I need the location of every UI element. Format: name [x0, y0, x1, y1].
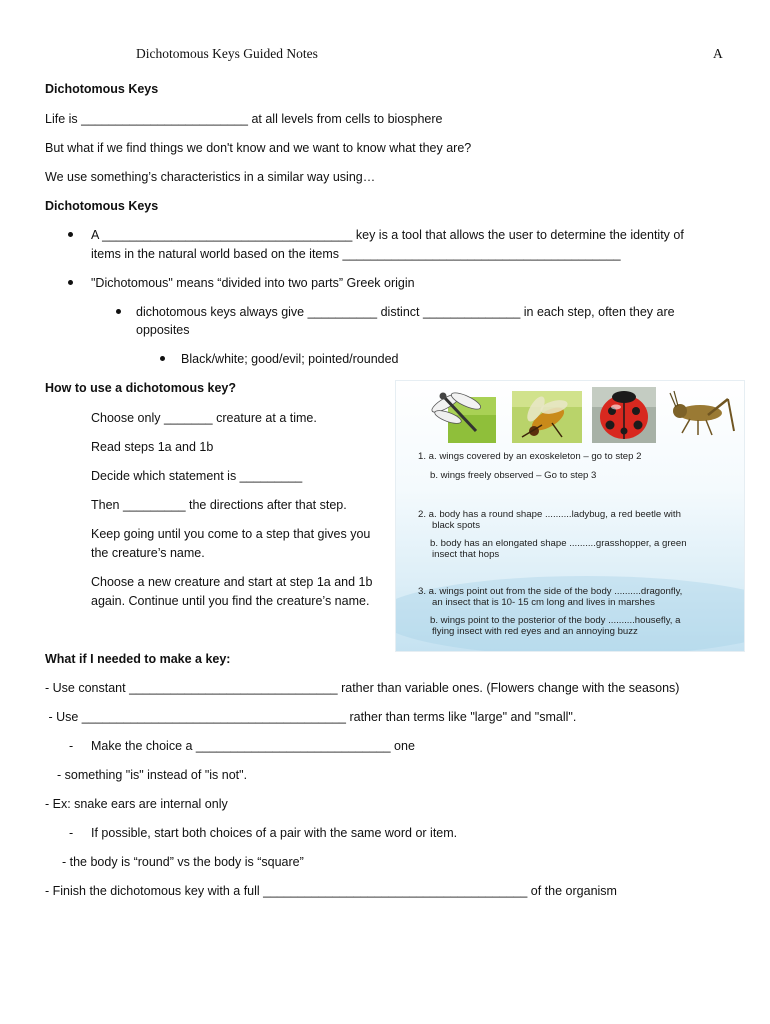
text-line: Make the choice a ____________________________ one — [91, 739, 415, 753]
dragonfly-icon — [426, 387, 496, 443]
grasshopper-icon — [668, 387, 738, 443]
key-line: b. wings point to the posterior of the body ..........housefly, a — [430, 615, 681, 626]
step-text: Decide which statement is _________ — [91, 469, 303, 483]
housefly-icon — [512, 387, 582, 443]
text-line: - something "is" instead of "is not". — [57, 768, 248, 782]
section-heading: Dichotomous Keys — [45, 199, 159, 213]
step-text: Read steps 1a and 1b — [91, 440, 214, 454]
step-text: Keep going until you come to a step that gives you — [91, 527, 371, 541]
text-line: We use something’s characteristics in a similar way using… — [45, 170, 376, 184]
document-title: Dichotomous Keys Guided Notes — [136, 46, 318, 61]
bullet-icon — [160, 356, 165, 361]
bullet-text: A ____________________________________ key is a tool that allows the user to determine the identity of — [91, 228, 684, 242]
section-heading: What if I needed to make a key: — [45, 652, 231, 666]
ladybug-icon — [592, 387, 656, 443]
key-line: insect that hops — [432, 549, 500, 560]
bullet-text: items in the natural world based on the items ________________________________________ — [91, 247, 621, 261]
dash-marker: - — [69, 826, 74, 840]
text-line: - Use constant ______________________________ rather than variable ones. (Flowers change with the seasons) — [45, 681, 680, 695]
step-text: again. Continue until you find the creature’s name. — [91, 594, 370, 608]
text-line: - Use ______________________________________ rather than terms like "large" and "small". — [45, 710, 577, 724]
step-text: Choose a new creature and start at step 1a and 1b — [91, 575, 373, 589]
section-heading: Dichotomous Keys — [45, 82, 159, 96]
sub-bullet-text: dichotomous keys always give __________ distinct ______________ in each step, often they are — [136, 305, 675, 319]
dichotomous-key-figure — [395, 380, 745, 652]
text-line: - Ex: snake ears are internal only — [45, 797, 228, 811]
version-label: A — [713, 46, 723, 61]
key-line: 2. a. body has a round shape ..........ladybug, a red beetle with — [418, 509, 681, 520]
bullet-icon — [116, 309, 121, 314]
text-line: Life is ________________________ at all levels from cells to biosphere — [45, 112, 443, 126]
key-line: b. body has an elongated shape ..........grasshopper, a green — [430, 538, 687, 549]
key-line: b. wings freely observed – Go to step 3 — [430, 470, 597, 481]
key-line: flying insect with red eyes and an annoying buzz — [432, 626, 638, 637]
step-text: Then _________ the directions after that step. — [91, 498, 347, 512]
step-text: Choose only _______ creature at a time. — [91, 411, 317, 425]
step-text: the creature’s name. — [91, 546, 205, 560]
dash-marker: - — [69, 739, 74, 753]
text-line: But what if we find things we don't know and we want to know what they are? — [45, 141, 472, 155]
sub-bullet-text: opposites — [136, 323, 190, 337]
key-line: black spots — [432, 520, 480, 531]
sub-sub-bullet-text: Black/white; good/evil; pointed/rounded — [181, 352, 399, 366]
bullet-text: "Dichotomous" means “divided into two parts” Greek origin — [91, 276, 415, 290]
bullet-icon — [68, 280, 73, 285]
key-line: 3. a. wings point out from the side of the body ..........dragonfly, — [418, 586, 683, 597]
key-line: an insect that is 10- 15 cm long and lives in marshes — [432, 597, 655, 608]
text-line: - the body is “round” vs the body is “square” — [62, 855, 304, 869]
section-heading: How to use a dichotomous key? — [45, 381, 236, 395]
key-line: 1. a. wings covered by an exoskeleton – go to step 2 — [418, 451, 642, 462]
bullet-icon — [68, 232, 73, 237]
text-line: If possible, start both choices of a pair with the same word or item. — [91, 826, 458, 840]
text-line: - Finish the dichotomous key with a full ______________________________________ of the organism — [45, 884, 617, 898]
